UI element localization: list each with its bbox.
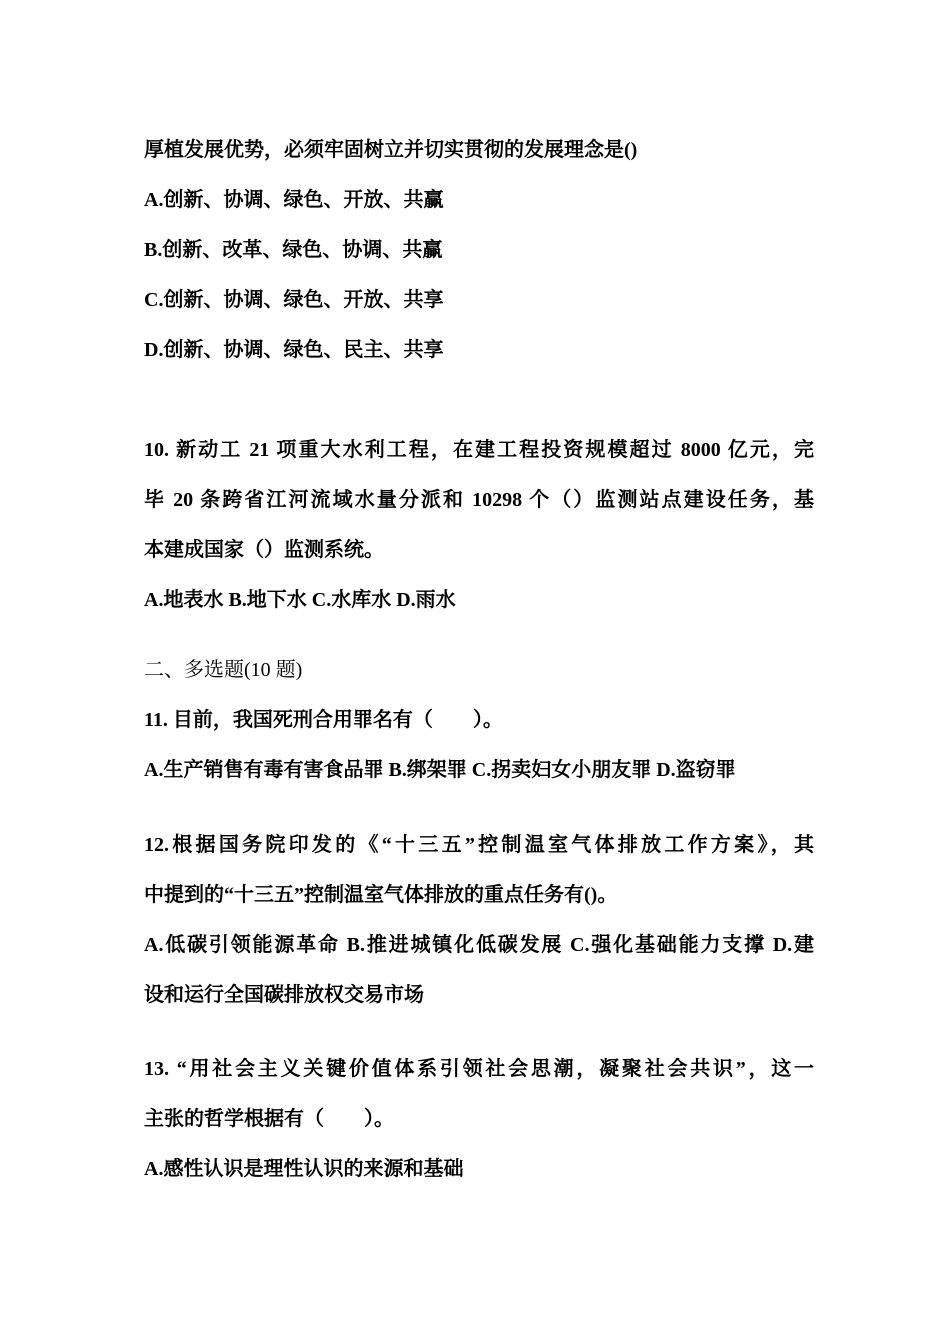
q10-options: A.地表水 B.地下水 C.水库水 D.雨水	[144, 589, 456, 611]
q9-stem: 厚植发展优势，必须牢固树立并切实贯彻的发展理念是()	[144, 139, 638, 161]
q13-option-a: A.感性认识是理性认识的来源和基础	[144, 1158, 464, 1180]
q11-stem: 11. 目前，我国死刑合用罪名有（ ）。	[144, 709, 503, 731]
q9-option-a: A.创新、协调、绿色、开放、共赢	[144, 189, 444, 211]
q10-stem-line-3: 本建成国家（）监测系统。	[144, 539, 384, 561]
q12-stem-line-1: 12.根据国务院印发的《“十三五”控制温室气体排放工作方案》，其	[144, 834, 814, 856]
q10-stem-line-2: 毕 20 条跨省江河流域水量分派和 10298 个（）监测站点建设任务，基	[144, 489, 814, 511]
q12-stem-line-2: 中提到的“十三五”控制温室气体排放的重点任务有()。	[144, 884, 618, 906]
q12-options-line-1: A.低碳引领能源革命 B.推进城镇化低碳发展 C.强化基础能力支撑 D.建	[144, 934, 814, 956]
q9-option-b: B.创新、改革、绿色、协调、共赢	[144, 239, 443, 261]
q13-stem-line-2: 主张的哲学根据有（ ）。	[144, 1108, 394, 1130]
q9-option-d: D.创新、协调、绿色、民主、共享	[144, 339, 444, 361]
q12-options-line-2: 设和运行全国碳排放权交易市场	[144, 984, 424, 1006]
q10-stem-line-1: 10. 新动工 21 项重大水利工程，在建工程投资规模超过 8000 亿元，完	[144, 439, 814, 461]
q9-option-c: C.创新、协调、绿色、开放、共享	[144, 289, 444, 311]
section-heading: 二、多选题(10 题)	[144, 659, 303, 681]
q11-options: A.生产销售有毒有害食品罪 B.绑架罪 C.拐卖妇女小朋友罪 D.盗窃罪	[144, 759, 736, 781]
q13-stem-line-1: 13. “用社会主义关键价值体系引领社会思潮，凝聚社会共识”，这一	[144, 1058, 814, 1080]
